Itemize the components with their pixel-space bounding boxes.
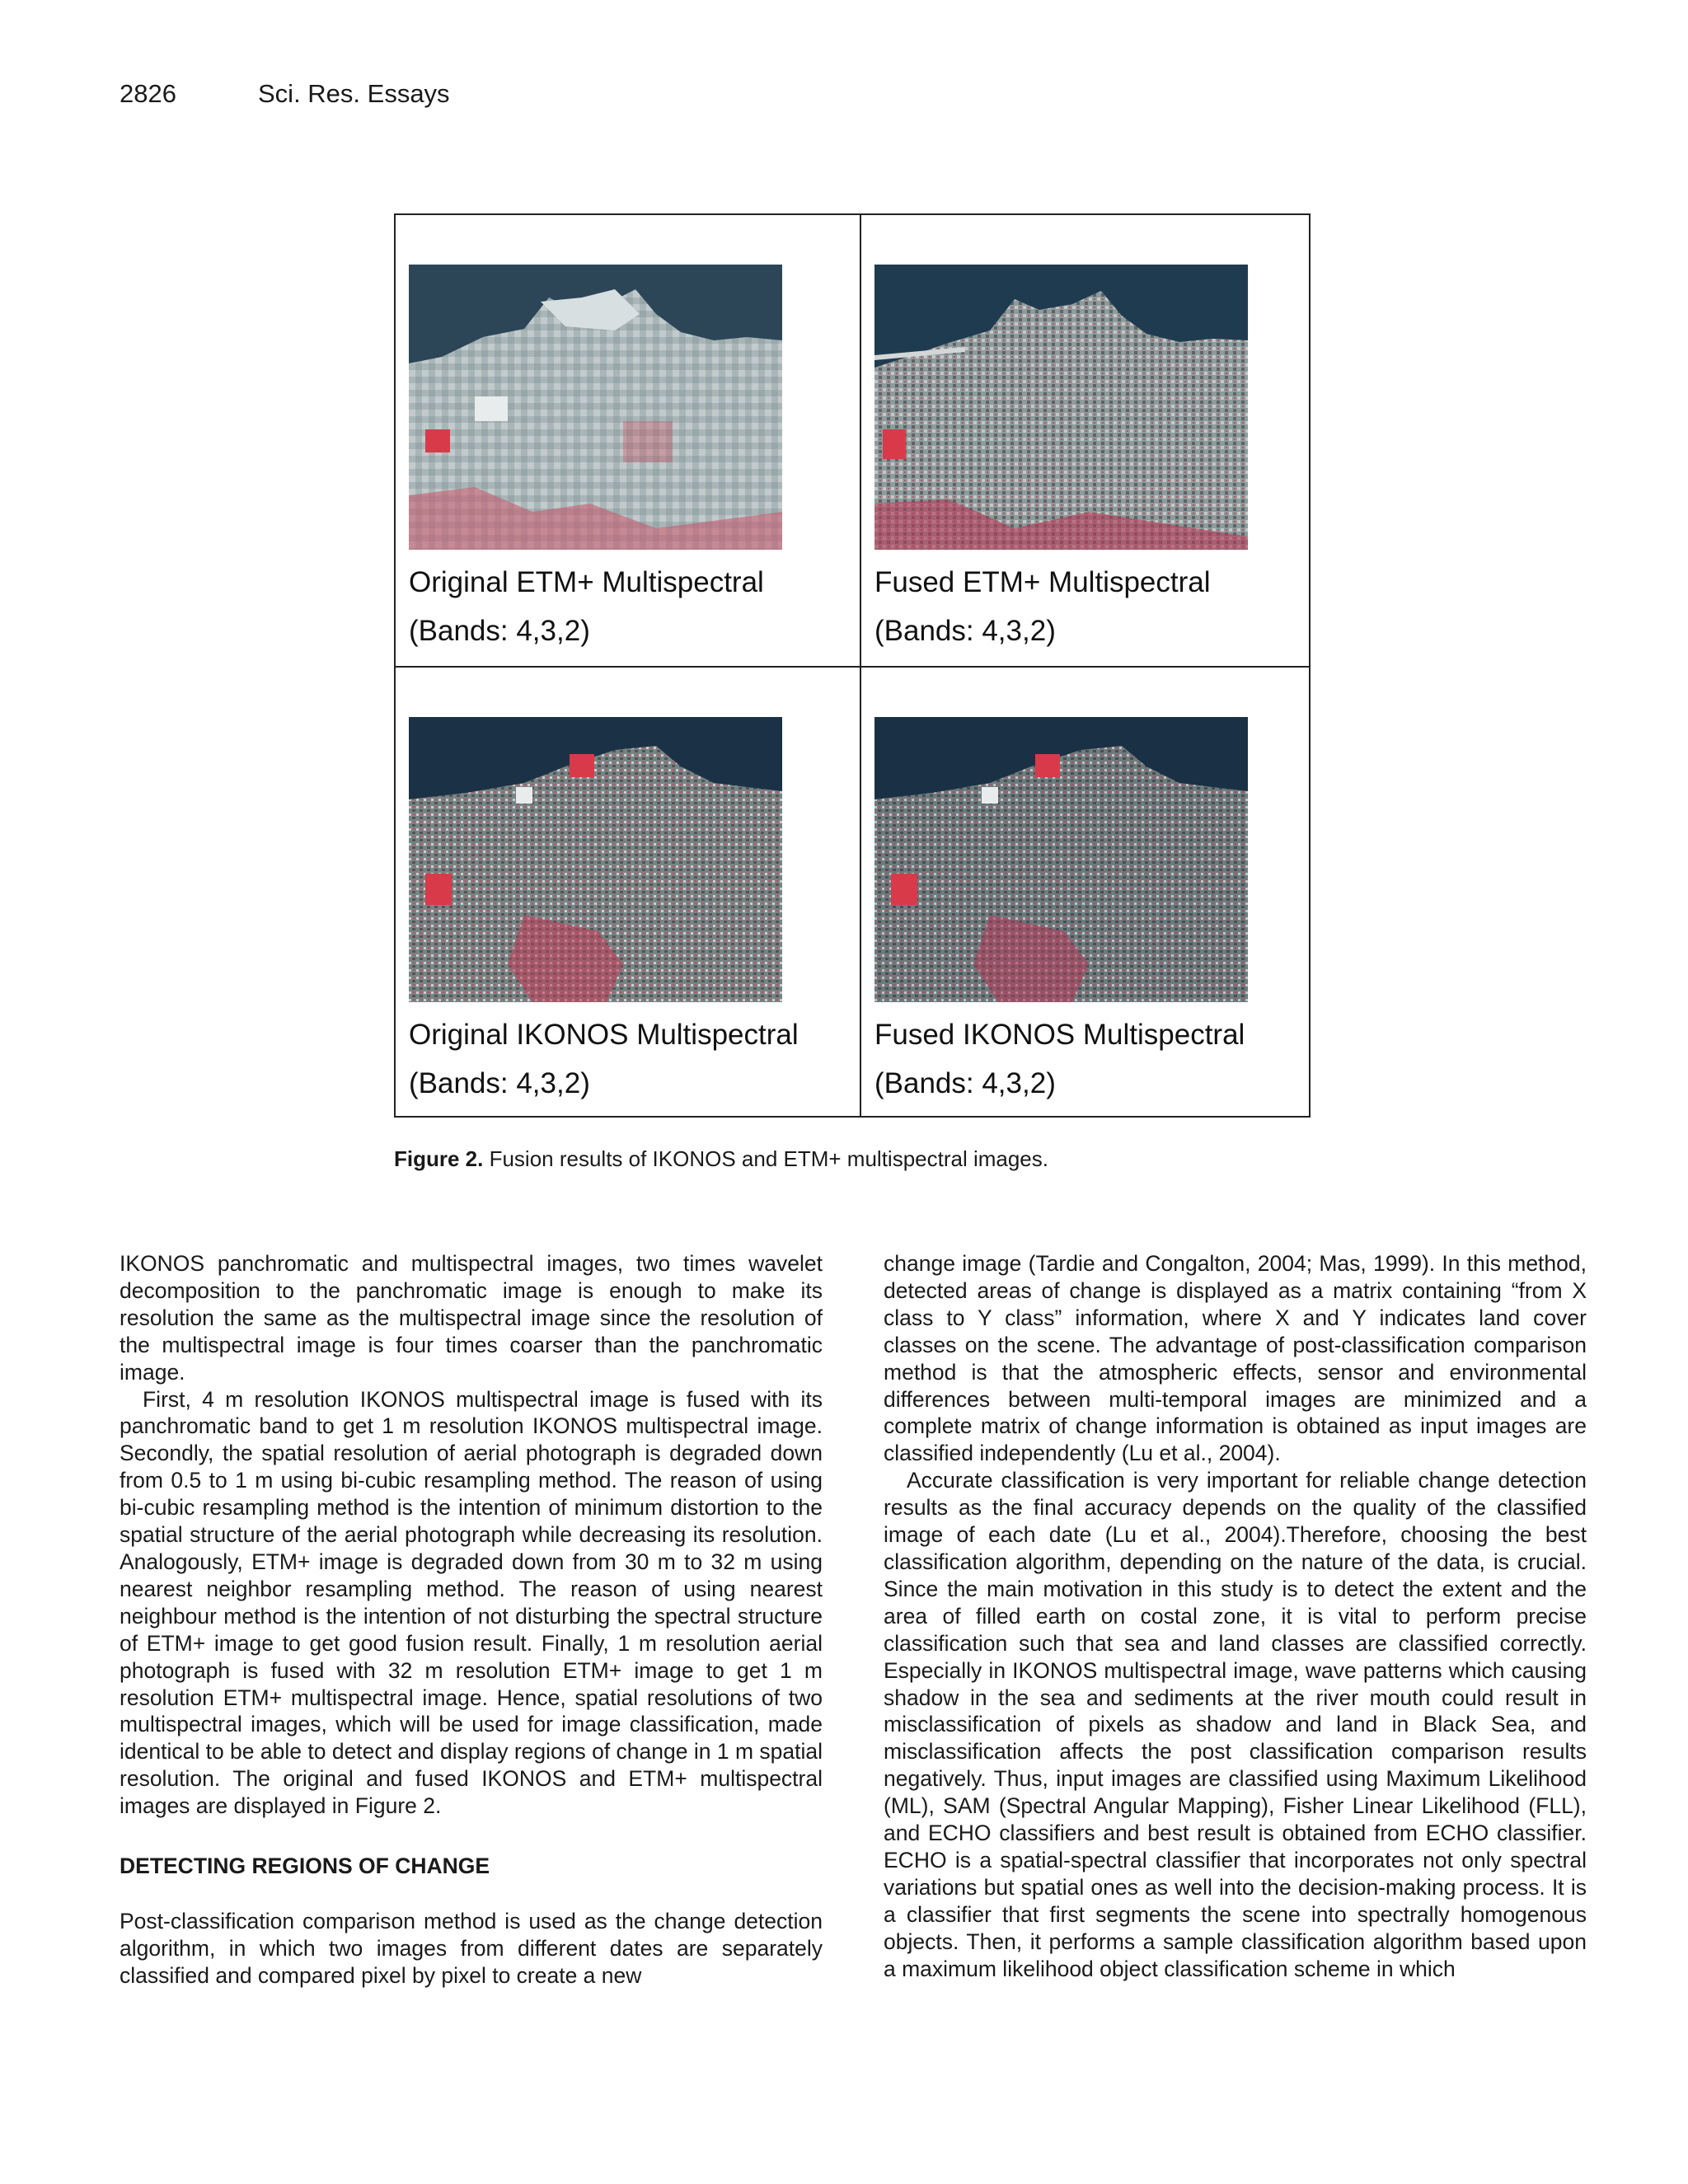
- panel-bands: (Bands: 4,3,2): [874, 615, 1056, 647]
- paragraph: First, 4 m resolution IKONOS multispectral image is fused with its panchromatic band to get 1 m resolution IKONOS multispectral image. Secondly, the spatial resolution of aerial photograph is degraded down from 0.5 to 1 m using bi-cubic resampling method. The reason of using bi-cubic resampling method is the intention of minimum distortion to the spatial structure of the aerial photograph while decreasing its resolution. Analogously, ETM+ image is degraded down from 30 m to 32 m using nearest neighbor resampling method. The reason of using nearest neighbour method is the intention of not disturbing the spectral structure of ETM+ image to get good fusion result. Finally, 1 m resolution aerial photograph is fused with 32 m resolution ETM+ image to get 1 m resolution ETM+ multispectral image. Hence, spatial resolutions of two multispectral images, which will be used for image classification, made identical to be able to detect and display regions of change in 1 m spatial resolution. The original and fused IKONOS and ETM+ multispectral images are displayed in Figure 2.: [120, 1386, 823, 1819]
- figure-caption: [394, 1146, 1048, 1172]
- panel-title: Fused IKONOS Multispectral: [874, 1019, 1245, 1051]
- paragraph: IKONOS panchromatic and multispectral images, two times wavelet decomposition to the panchromatic image is enough to make its resolution the same as the multispectral image since the resolution of the multispectral image is four times coarser than the panchromatic image.: [120, 1251, 823, 1385]
- paragraph: Accurate classification is very important for reliable change detection results as the final accuracy depends on the quality of the classified image of each date (Lu et al., 2004).Therefore, choosing the best classification algorithm, depending on the nature of the data, is crucial. Since the main motivation in this study is to detect the extent and the area of filled earth on costal zone, it is vital to perform precise classification such that sea and land classes are classified correctly. Especially in IKONOS multispectral image, wave patterns which causing shadow in the sea and sediments at the river mouth could result in misclassification of pixels as shadow and land in Black Sea, and misclassification affects the post classification comparison results negatively. Thus, input images are classified using Maximum Likelihood (ML), SAM (Spectral Angular Mapping), Fisher Linear Likelihood (FLL), and ECHO classifiers and best result is obtained from ECHO classifier. ECHO is a spatial-spectral classifier that incorporates not only spectral variations but spatial ones as well into the decision-making process. It is a classifier that first segments the scene into spectrally homogenous objects. Then, it performs a sample classification algorithm based upon a maximum likelihood object classification scheme in which: [884, 1468, 1587, 1981]
- panel-original-ikonos: [396, 668, 845, 1113]
- figure-caption-text: Fusion results of IKONOS and ETM+ multispectral images.: [483, 1146, 1048, 1171]
- panel-fused-ikonos: [861, 668, 1311, 1113]
- figure-label: Figure 2.: [394, 1146, 484, 1171]
- page-number: 2826: [120, 79, 176, 108]
- section-heading: DETECTING REGIONS OF CHANGE: [120, 1854, 490, 1879]
- panel-title: Original IKONOS Multispectral: [409, 1019, 799, 1051]
- running-head: [120, 79, 450, 109]
- panel-bands: (Bands: 4,3,2): [874, 1067, 1056, 1099]
- paragraph: change image (Tardie and Congalton, 2004; Mas, 1999). In this method, detected areas of change is displayed as a matrix containing “from X class to Y class” information, where X and Y indicates land cover classes on the scene. The advantage of post-classification comparison method is that the atmospheric effects, sensor and environmental differences between multi-temporal images are minimized and a complete matrix of change information is obtained as input images are classified independently (Lu et al., 2004).: [884, 1251, 1587, 1466]
- satellite-image-fused-etm: [874, 265, 1248, 550]
- panel-original-etm: [396, 215, 845, 660]
- panel-bands: (Bands: 4,3,2): [409, 615, 590, 647]
- journal-name: Sci. Res. Essays: [258, 79, 450, 108]
- left-column: [120, 1250, 823, 1990]
- right-column: [884, 1250, 1587, 1982]
- satellite-image-original-ikonos: [409, 717, 782, 1002]
- panel-title: Fused ETM+ Multispectral: [874, 566, 1211, 598]
- satellite-image-fused-ikonos: [874, 717, 1248, 1002]
- panel-fused-etm: [861, 215, 1311, 660]
- panel-title: Original ETM+ Multispectral: [409, 566, 764, 598]
- figure-2-table: [394, 213, 1311, 1118]
- panel-bands: (Bands: 4,3,2): [409, 1067, 590, 1099]
- satellite-image-original-etm: [409, 265, 782, 550]
- paragraph: Post-classification comparison method is used as the change detection algorithm, in which two images from different dates are separately classified and compared pixel by pixel to create a new: [120, 1908, 823, 1988]
